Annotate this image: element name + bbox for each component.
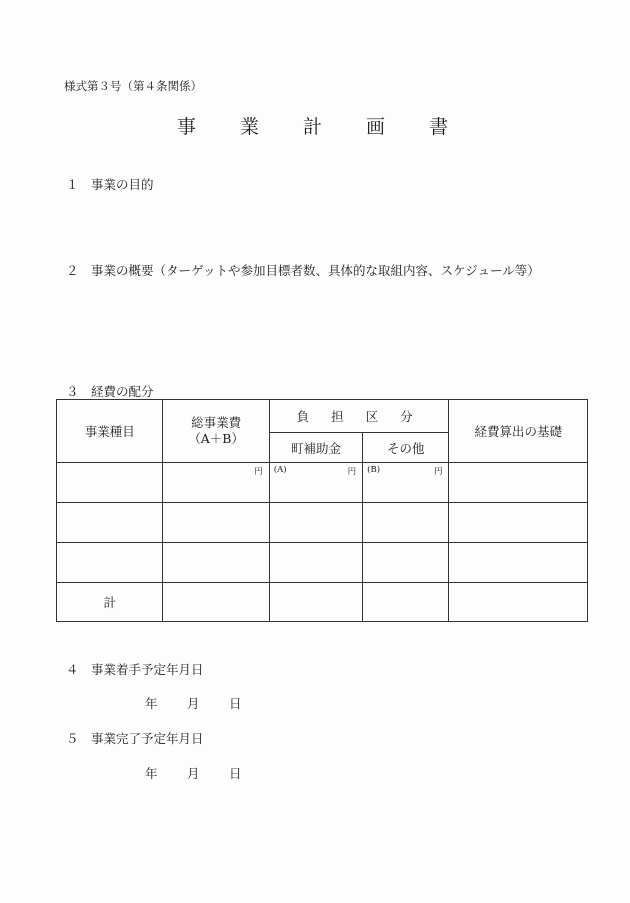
section-heading: 事業の目的	[91, 177, 154, 192]
header-total-cost-formula: （A＋B）	[188, 431, 244, 446]
cell-town-subsidy[interactable]	[269, 463, 362, 503]
completion-date-line[interactable]	[145, 764, 242, 782]
tag-b: (B)	[367, 465, 381, 475]
cell-calculation-basis[interactable]	[449, 503, 588, 543]
table-row	[57, 463, 588, 503]
cell-item-type[interactable]	[57, 503, 163, 543]
section-purpose	[66, 175, 154, 193]
section-number: ３	[66, 384, 79, 399]
cell-item-type[interactable]	[57, 463, 163, 503]
header-total-cost	[163, 400, 269, 463]
month-label: 月	[187, 696, 200, 711]
cell-total-cost[interactable]	[163, 503, 269, 543]
cell-other[interactable]	[363, 543, 449, 583]
section-start-date	[66, 660, 204, 678]
cell-item-type[interactable]	[57, 543, 163, 583]
header-total-cost-label: 総事業費	[191, 415, 242, 430]
table-row	[57, 503, 588, 543]
section-heading: 事業完了予定年月日	[91, 731, 204, 746]
cell-calculation-basis[interactable]	[449, 463, 588, 503]
section-number: １	[66, 177, 79, 192]
cell-other[interactable]	[363, 583, 449, 622]
table-header-row	[57, 400, 588, 433]
start-date-line[interactable]	[145, 694, 242, 712]
section-heading: 経費の配分	[91, 384, 154, 399]
unit-yen: 円	[347, 467, 357, 477]
cell-town-subsidy[interactable]	[269, 583, 362, 622]
unit-yen: 円	[254, 467, 263, 477]
tag-a: (A)	[273, 465, 287, 475]
year-label: 年	[145, 766, 158, 781]
cell-total-cost[interactable]	[163, 583, 269, 622]
cell-total-cost[interactable]	[163, 463, 269, 503]
day-label: 日	[229, 766, 242, 781]
header-calculation-basis: 経費算出の基礎	[449, 400, 588, 463]
section-number: ４	[66, 662, 79, 677]
header-town-subsidy: 町補助金	[269, 433, 362, 463]
form-number-label: 様式第３号（第４条関係）	[64, 79, 202, 93]
section-heading: 事業着手予定年月日	[91, 662, 204, 677]
cell-other[interactable]	[363, 503, 449, 543]
cell-total-cost[interactable]	[163, 543, 269, 583]
expense-table	[56, 399, 588, 622]
document-title: 事 業 計 画 書	[176, 116, 468, 138]
section-heading: 事業の概要（ターゲットや参加目標者数、具体的な取組内容、スケジュール等）	[91, 263, 540, 278]
section-overview	[66, 261, 540, 279]
cell-calculation-basis[interactable]	[449, 583, 588, 622]
cell-other[interactable]	[363, 463, 449, 503]
cell-town-subsidy[interactable]	[269, 543, 362, 583]
year-label: 年	[145, 696, 158, 711]
section-expense-allocation	[66, 382, 154, 400]
month-label: 月	[187, 766, 200, 781]
cell-calculation-basis[interactable]	[449, 543, 588, 583]
section-completion-date	[66, 729, 204, 747]
header-other: その他	[363, 433, 449, 463]
unit-yen: 円	[433, 467, 443, 477]
header-item-type: 事業種目	[57, 400, 163, 463]
section-number: ５	[66, 731, 79, 746]
day-label: 日	[229, 696, 242, 711]
total-label: 計	[57, 583, 163, 622]
table-total-row	[57, 583, 588, 622]
table-row	[57, 543, 588, 583]
header-burden-category: 負 担 区 分	[269, 400, 449, 433]
cell-town-subsidy[interactable]	[269, 503, 362, 543]
section-number: ２	[66, 263, 79, 278]
